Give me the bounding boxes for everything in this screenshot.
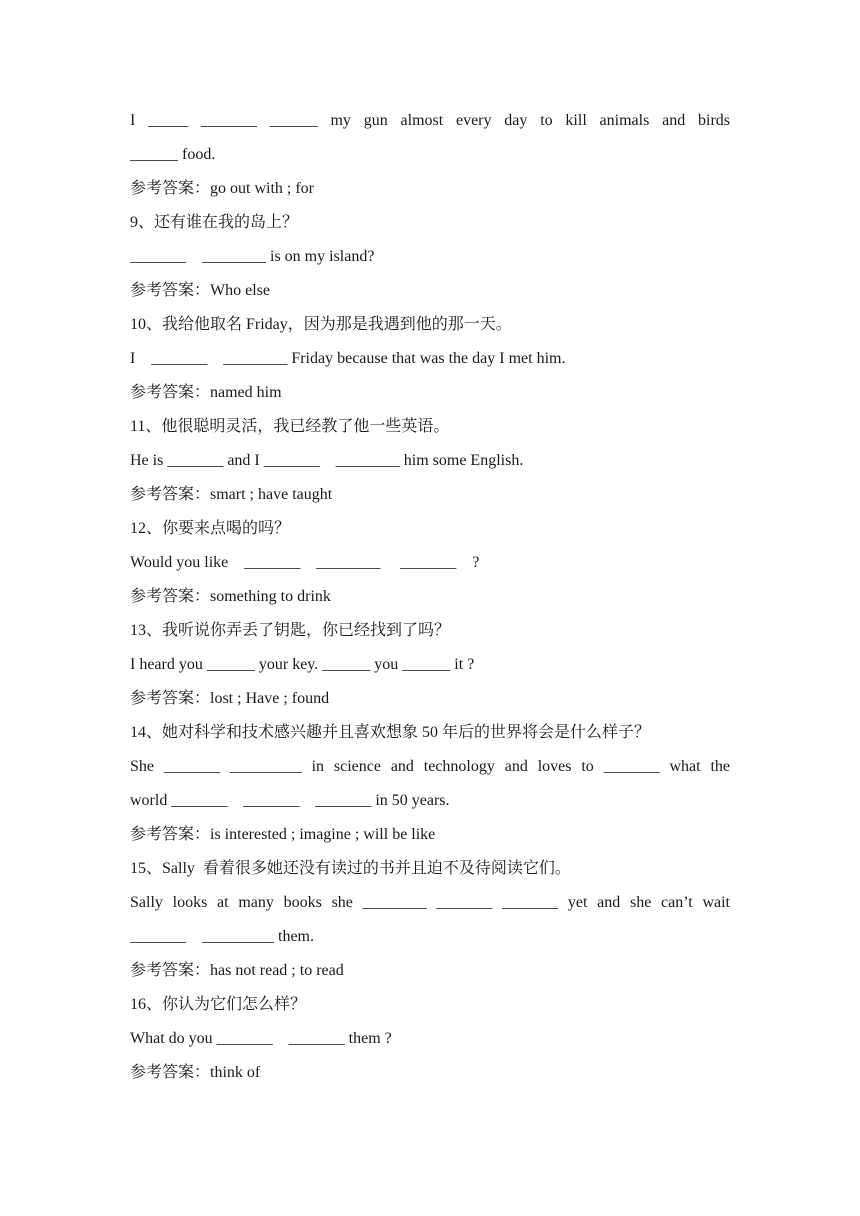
answer-line: 参考答案：has not read ; to read (130, 962, 344, 979)
exercise-text-line: What do you _______ _______ them ? (130, 1030, 392, 1047)
exercise-text-line: She _______ _________ in science and technology and loves to _______ what the (130, 758, 730, 775)
question-line: 9、还有谁在我的岛上？ (130, 214, 299, 231)
question-line: 10、我给他取名 Friday，因为那是我遇到他的那一天。 (130, 316, 512, 333)
exercise-text-line: Would you like _______ ________ _______ ? (130, 554, 480, 571)
exercise-text-line: I _______ ________ Friday because that was the day I met him. (130, 350, 566, 367)
question-line: 14、她对科学和技术感兴趣并且喜欢想象 50 年后的世界将会是什么样子？ (130, 724, 651, 741)
answer-line: 参考答案：go out with ; for (130, 180, 314, 197)
exercise-text-line: Sally looks at many books she ________ _______ _______ yet and she can’t wait (130, 894, 730, 911)
question-line: 16、你认为它们怎么样？ (130, 996, 307, 1013)
exercise-text-line: world _______ _______ _______ in 50 years. (130, 792, 450, 809)
question-line: 11、他很聪明灵活，我已经教了他一些英语。 (130, 418, 450, 435)
answer-line: 参考答案：think of (130, 1064, 261, 1081)
exercise-text-line: _______ _________ them. (130, 928, 314, 945)
answer-line: 参考答案：named him (130, 384, 282, 401)
answer-line: 参考答案：something to drink (130, 588, 331, 605)
exercise-text-line: He is _______ and I _______ ________ him some English. (130, 452, 524, 469)
question-line: 15、Sally 看着很多她还没有读过的书并且迫不及待阅读它们。 (130, 860, 571, 877)
exercise-text-line: _______ ________ is on my island? (130, 248, 375, 265)
question-line: 12、你要来点喝的吗？ (130, 520, 291, 537)
answer-line: 参考答案：lost ; Have ; found (130, 690, 330, 707)
answer-line: 参考答案：is interested ; imagine ; will be like (130, 826, 436, 843)
exercise-text-line: I heard you ______ your key. ______ you ______ it ? (130, 656, 475, 673)
answer-line: 参考答案：Who else (130, 282, 270, 299)
question-line: 13、我听说你弄丢了钥匙，你已经找到了吗？ (130, 622, 451, 639)
answer-line: 参考答案：smart ; have taught (130, 486, 333, 503)
exercise-text-line: ______ food. (130, 146, 216, 163)
exercise-text-line: I _____ _______ ______ my gun almost every day to kill animals and birds (130, 112, 730, 129)
document-page (130, 104, 730, 1090)
